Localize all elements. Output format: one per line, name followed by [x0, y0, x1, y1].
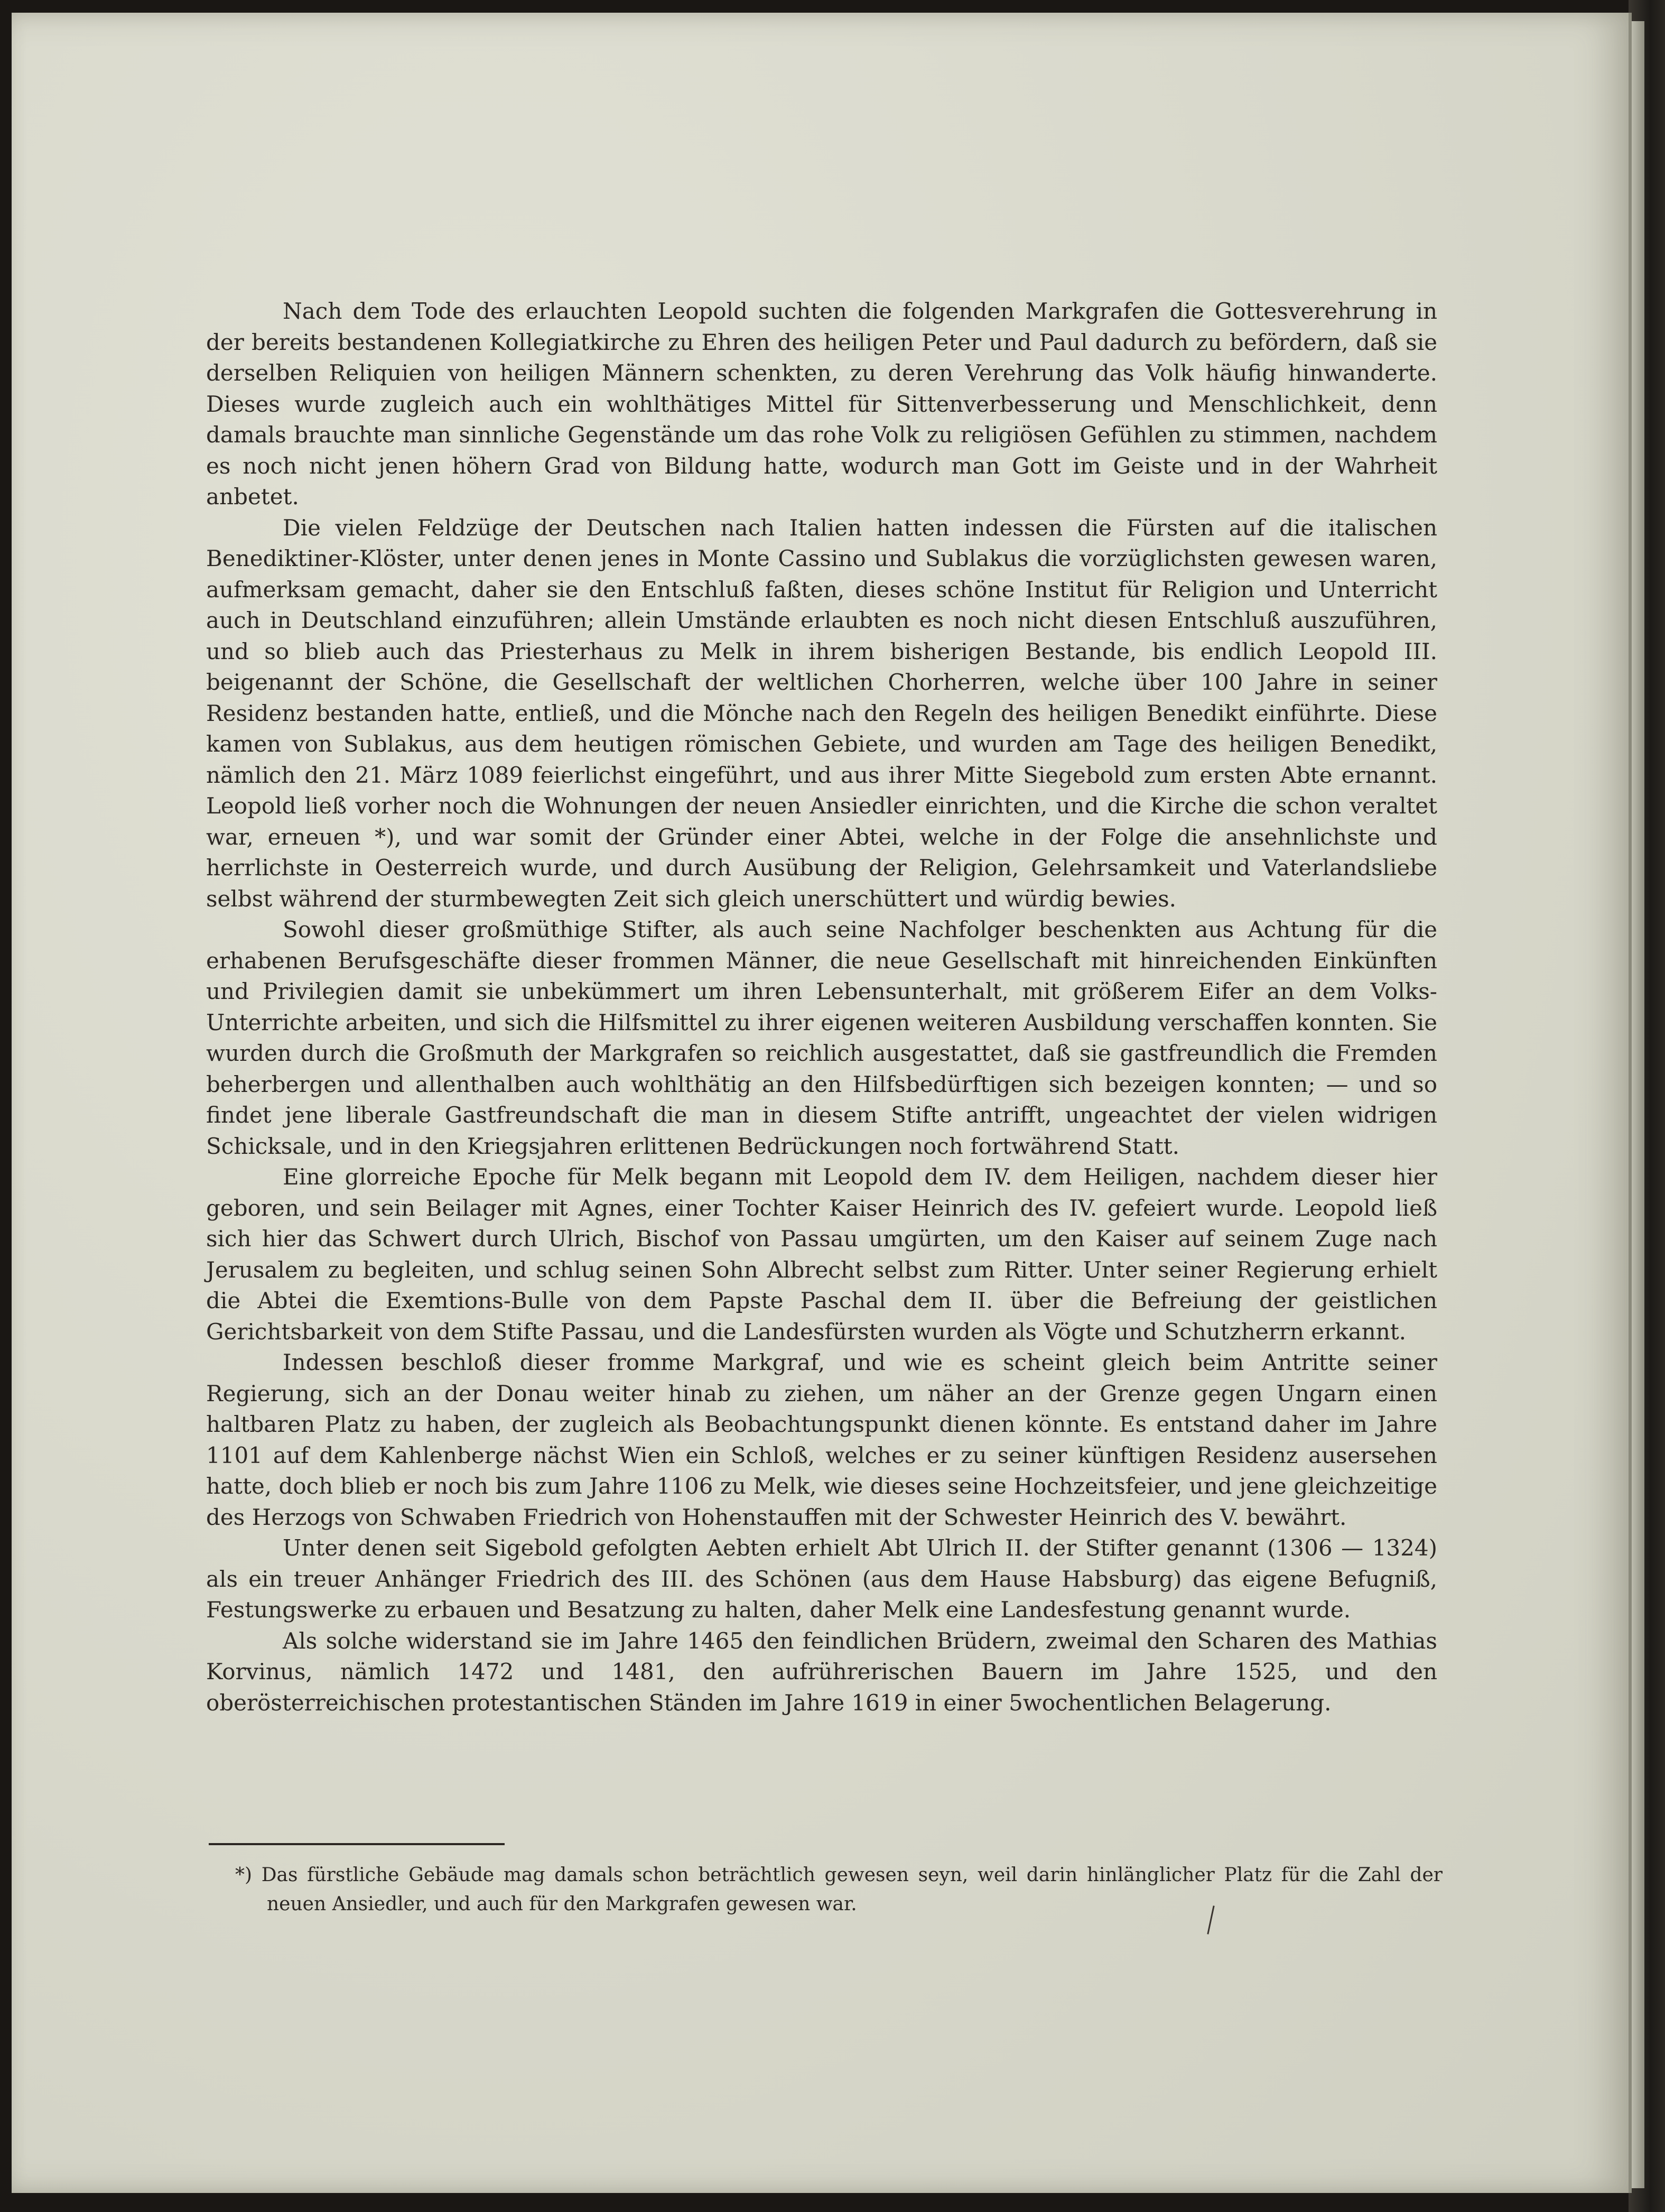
paragraph-7: Als solche widerstand sie im Jahre 1465 den feindlichen Brüdern, zweimal den Scharen des Mathias Korvinus, nämlich 1472 und 1481, den aufrührerischen Bauern im Jahre 1525, und den oberösterreichischen protestantischen Ständen im Jahre 1619 in einer 5wochentlichen Belagerung. — [206, 1627, 1437, 1716]
paragraph-5: Indessen beschloß dieser fromme Markgraf, und wie es scheint gleich beim Antritte seiner Regierung, sich an der Donau weiter hinab zu ziehen, um näher an der Grenze gegen Ungarn einen haltbaren Platz zu haben, der zugleich als Beobachtungspunkt dienen könnte. Es entstand daher im Jahre 1101 auf dem Kahlenberge nächst Wien ein Schloß, welches er zu seiner künftigen Residenz ausersehen hatte, doch blieb er noch bis zum Jahre 1106 zu Melk, wie dieses seine Hochzeitsfeier, und jene gleichzeitige des Herzogs von Schwaben Friedrich von Hohenstauffen mit der Schwester Heinrich des V. bewährt. — [206, 1349, 1437, 1530]
footnote — [235, 1861, 1443, 1919]
paragraph-1: Nach dem Tode des erlauchten Leopold suchten die folgenden Markgrafen die Gottesverehrung in der bereits bestandenen Kollegiatkirche zu Ehren des heiligen Peter und Paul dadurch zu befördern, daß sie derselben Reliquien von heiligen Männern schenkten, zu deren Verehrung das Volk häufig hinwanderte. Dieses wurde zugleich auch ein wohlthätiges Mittel für Sittenverbesserung und Menschlichkeit, denn damals brauchte man sinnliche Gegenstände um das rohe Volk zu religiösen Gefühlen zu stimmen, nachdem es noch nicht jenen höhern Grad von Bildung hatte, wodurch man Gott im Geiste und in der Wahrheit anbetet. — [206, 298, 1437, 510]
paragraph-6: Unter denen seit Sigebold gefolgten Aebten erhielt Abt Ulrich II. der Stifter genannt (1306 — 1324) als ein treuer Anhänger Friedrich des III. des Schönen (aus dem Hause Habsburg) das eigene Befugniß, Festungswerke zu erbauen und Besatzung zu halten, daher Melk eine Landesfestung genannt wurde. — [206, 1535, 1437, 1623]
paragraph-3: Sowohl dieser großmüthige Stifter, als auch seine Nachfolger beschenkten aus Achtung für die erhabenen Berufsgeschäfte dieser frommen Männer, die neue Gesellschaft mit hinreichenden Einkünften und Privilegien damit sie unbekümmert um ihren Lebensunterhalt, mit größerem Eifer an dem Volks-Unterrichte arbeiten, und sich die Hilfsmittel zu ihrer eigenen weiteren Ausbildung verschaffen konnten. Sie wurden durch die Großmuth der Markgrafen so reichlich ausgestattet, daß sie gastfreundlich die Fremden beherbergen und allenthalben auch wohlthätig an den Hilfsbedürftigen sich bezeigen konnten; — und so findet jene liberale Gastfreundschaft die man in diesem Stifte antrifft, ungeachtet der vielen widrigen Schicksale, und in den Kriegsjahren erlittenen Bedrückungen noch fortwährend Statt. — [206, 917, 1437, 1159]
adjacent-page-edge — [1632, 21, 1644, 2188]
paragraph-2: Die vielen Feldzüge der Deutschen nach Italien hatten indessen die Fürsten auf die italischen Benediktiner-Klöster, unter denen jenes in Monte Cassino und Sublakus die vorzüglichsten gewesen waren, aufmerksam gemacht, daher sie den Entschluß faßten, dieses schöne Institut für Religion und Unterricht auch in Deutschland einzuführen; allein Umstände erlaubten es noch nicht diesen Entschluß auszuführen, und so blieb auch das Priesterhaus zu Melk in ihrem bisherigen Bestande, bis endlich Leopold III. beigenannt der Schöne, die Gesellschaft der weltlichen Chorherren, welche über 100 Jahre in seiner Residenz bestanden hatte, entließ, und die Mönche nach den Regeln des heiligen Benedikt einführte. Diese kamen von Sublakus, aus dem heutigen römischen Gebiete, und wurden am Tage des heiligen Benedikt, nämlich den 21. März 1089 feierlichst eingeführt, und aus ihrer Mitte Siegebold zum ersten Abte ernannt. Leopold ließ vorher noch die Wohnungen der neuen Ansiedler einrichten, und die Kirche die schon veraltet war, erneuen *), und war somit der Gründer einer Abtei, welche in der Folge die ansehnlichste und herrlichste in Oesterreich wurde, und durch Ausübung der Religion, Gelehrsamkeit und Vaterlandsliebe selbst während der sturmbewegten Zeit sich gleich unerschüttert und würdig bewies. — [206, 514, 1437, 912]
footnote-text: *) Das fürstliche Gebäude mag damals schon beträchtlich gewesen seyn, weil darin hinlänglicher Platz für die Zahl der neuen Ansiedler, und auch für den Markgrafen gewesen war. — [235, 1864, 1443, 1915]
paragraph-4: Eine glorreiche Epoche für Melk begann mit Leopold dem IV. dem Heiligen, nachdem dieser hier geboren, und sein Beilager mit Agnes, einer Tochter Kaiser Heinrich des IV. gefeiert wurde. Leopold ließ sich hier das Schwert durch Ulrich, Bischof von Passau umgürten, um den Kaiser auf seinem Zuge nach Jerusalem zu begleiten, und schlug seinen Sohn Albrecht selbst zum Ritter. Unter seiner Regierung erhielt die Abtei die Exemtions-Bulle von dem Papste Paschal dem II. über die Befreiung der geistlichen Gerichtsbarkeit von dem Stifte Passau, und die Landesfürsten wurden als Vögte und Schutzherrn erkannt. — [206, 1164, 1437, 1345]
footnote-rule — [209, 1843, 505, 1845]
body-text — [206, 296, 1437, 1718]
